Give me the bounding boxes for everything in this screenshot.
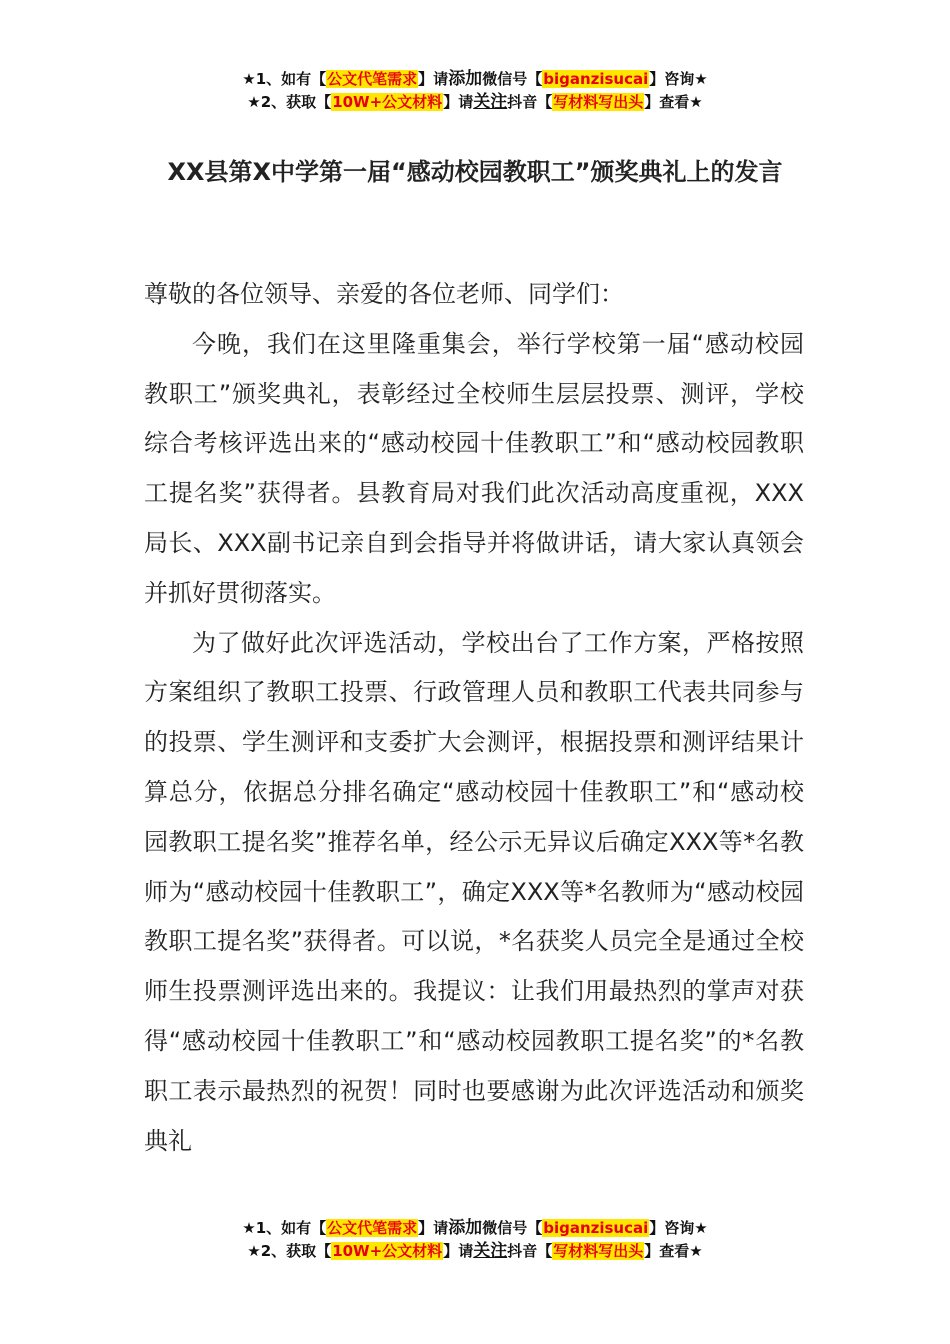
salutation: 尊敬的各位领导、亲爱的各位老师、同学们：	[144, 280, 624, 308]
banner-line-2: ★2、获取【10W+公文材料】请关注抖音【写材料写出头】查看★	[247, 1241, 703, 1261]
footer-banner	[0, 1217, 950, 1263]
banner-highlight: 公文代笔需求	[327, 70, 418, 88]
banner-line-1: ★1、如有【公文代笔需求】请添加微信号【biganzisucai】咨询★	[242, 69, 708, 89]
banner-highlight: 写材料写出头	[553, 93, 644, 111]
banner-line-1: ★1、如有【公文代笔需求】请添加微信号【biganzisucai】咨询★	[242, 1218, 708, 1238]
banner-highlight: 10W+公文材料	[332, 93, 443, 111]
header-banner	[0, 68, 950, 114]
document-title: XX县第X中学第一届“感动校园教职工”颁奖典礼上的发言	[167, 158, 783, 186]
paragraph: 今晚，我们在这里隆重集会，举行学校第一届“感动校园教职工”颁奖典礼，表彰经过全校师生层层投票、测评，学校综合考核评选出来的“感动校园十佳教职工”和“感动校园教职工提名奖”获得者。县教育局对我们此次活动高度重视，XXX局长、XXX副书记亲自到会指导并将做讲话，请大家认真领会并抓好贯彻落实。	[144, 329, 804, 607]
banner-line-2: ★2、获取【10W+公文材料】请关注抖音【写材料写出头】查看★	[247, 92, 703, 112]
banner-highlight: biganzisucai	[543, 1219, 649, 1237]
paragraph: 为了做好此次评选活动，学校出台了工作方案，严格按照方案组织了教职工投票、行政管理人员和教职工代表共同参与的投票、学生测评和支委扩大会测评，根据投票和测评结果计算总分，依据总分排名确定“感动校园十佳教职工”和“感动校园教职工提名奖”推荐名单，经公示无异议后确定XXX等*名教师为“感动校园十佳教职工”，确定XXX等*名教师为“感动校园教职工提名奖”获得者。可以说，*名获奖人员完全是通过全校师生投票测评选出来的。我提议：让我们用最热烈的掌声对获得“感动校园十佳教职工”和“感动校园教职工提名奖”的*名教职工表示最热烈的祝贺！同时也要感谢为此次评选活动和颁奖典礼	[144, 628, 804, 1155]
banner-highlight: 写材料写出头	[553, 1242, 644, 1260]
banner-highlight: biganzisucai	[543, 70, 649, 88]
banner-highlight: 10W+公文材料	[332, 1242, 443, 1260]
document-body	[144, 270, 804, 1166]
banner-highlight: 公文代笔需求	[327, 1219, 418, 1237]
